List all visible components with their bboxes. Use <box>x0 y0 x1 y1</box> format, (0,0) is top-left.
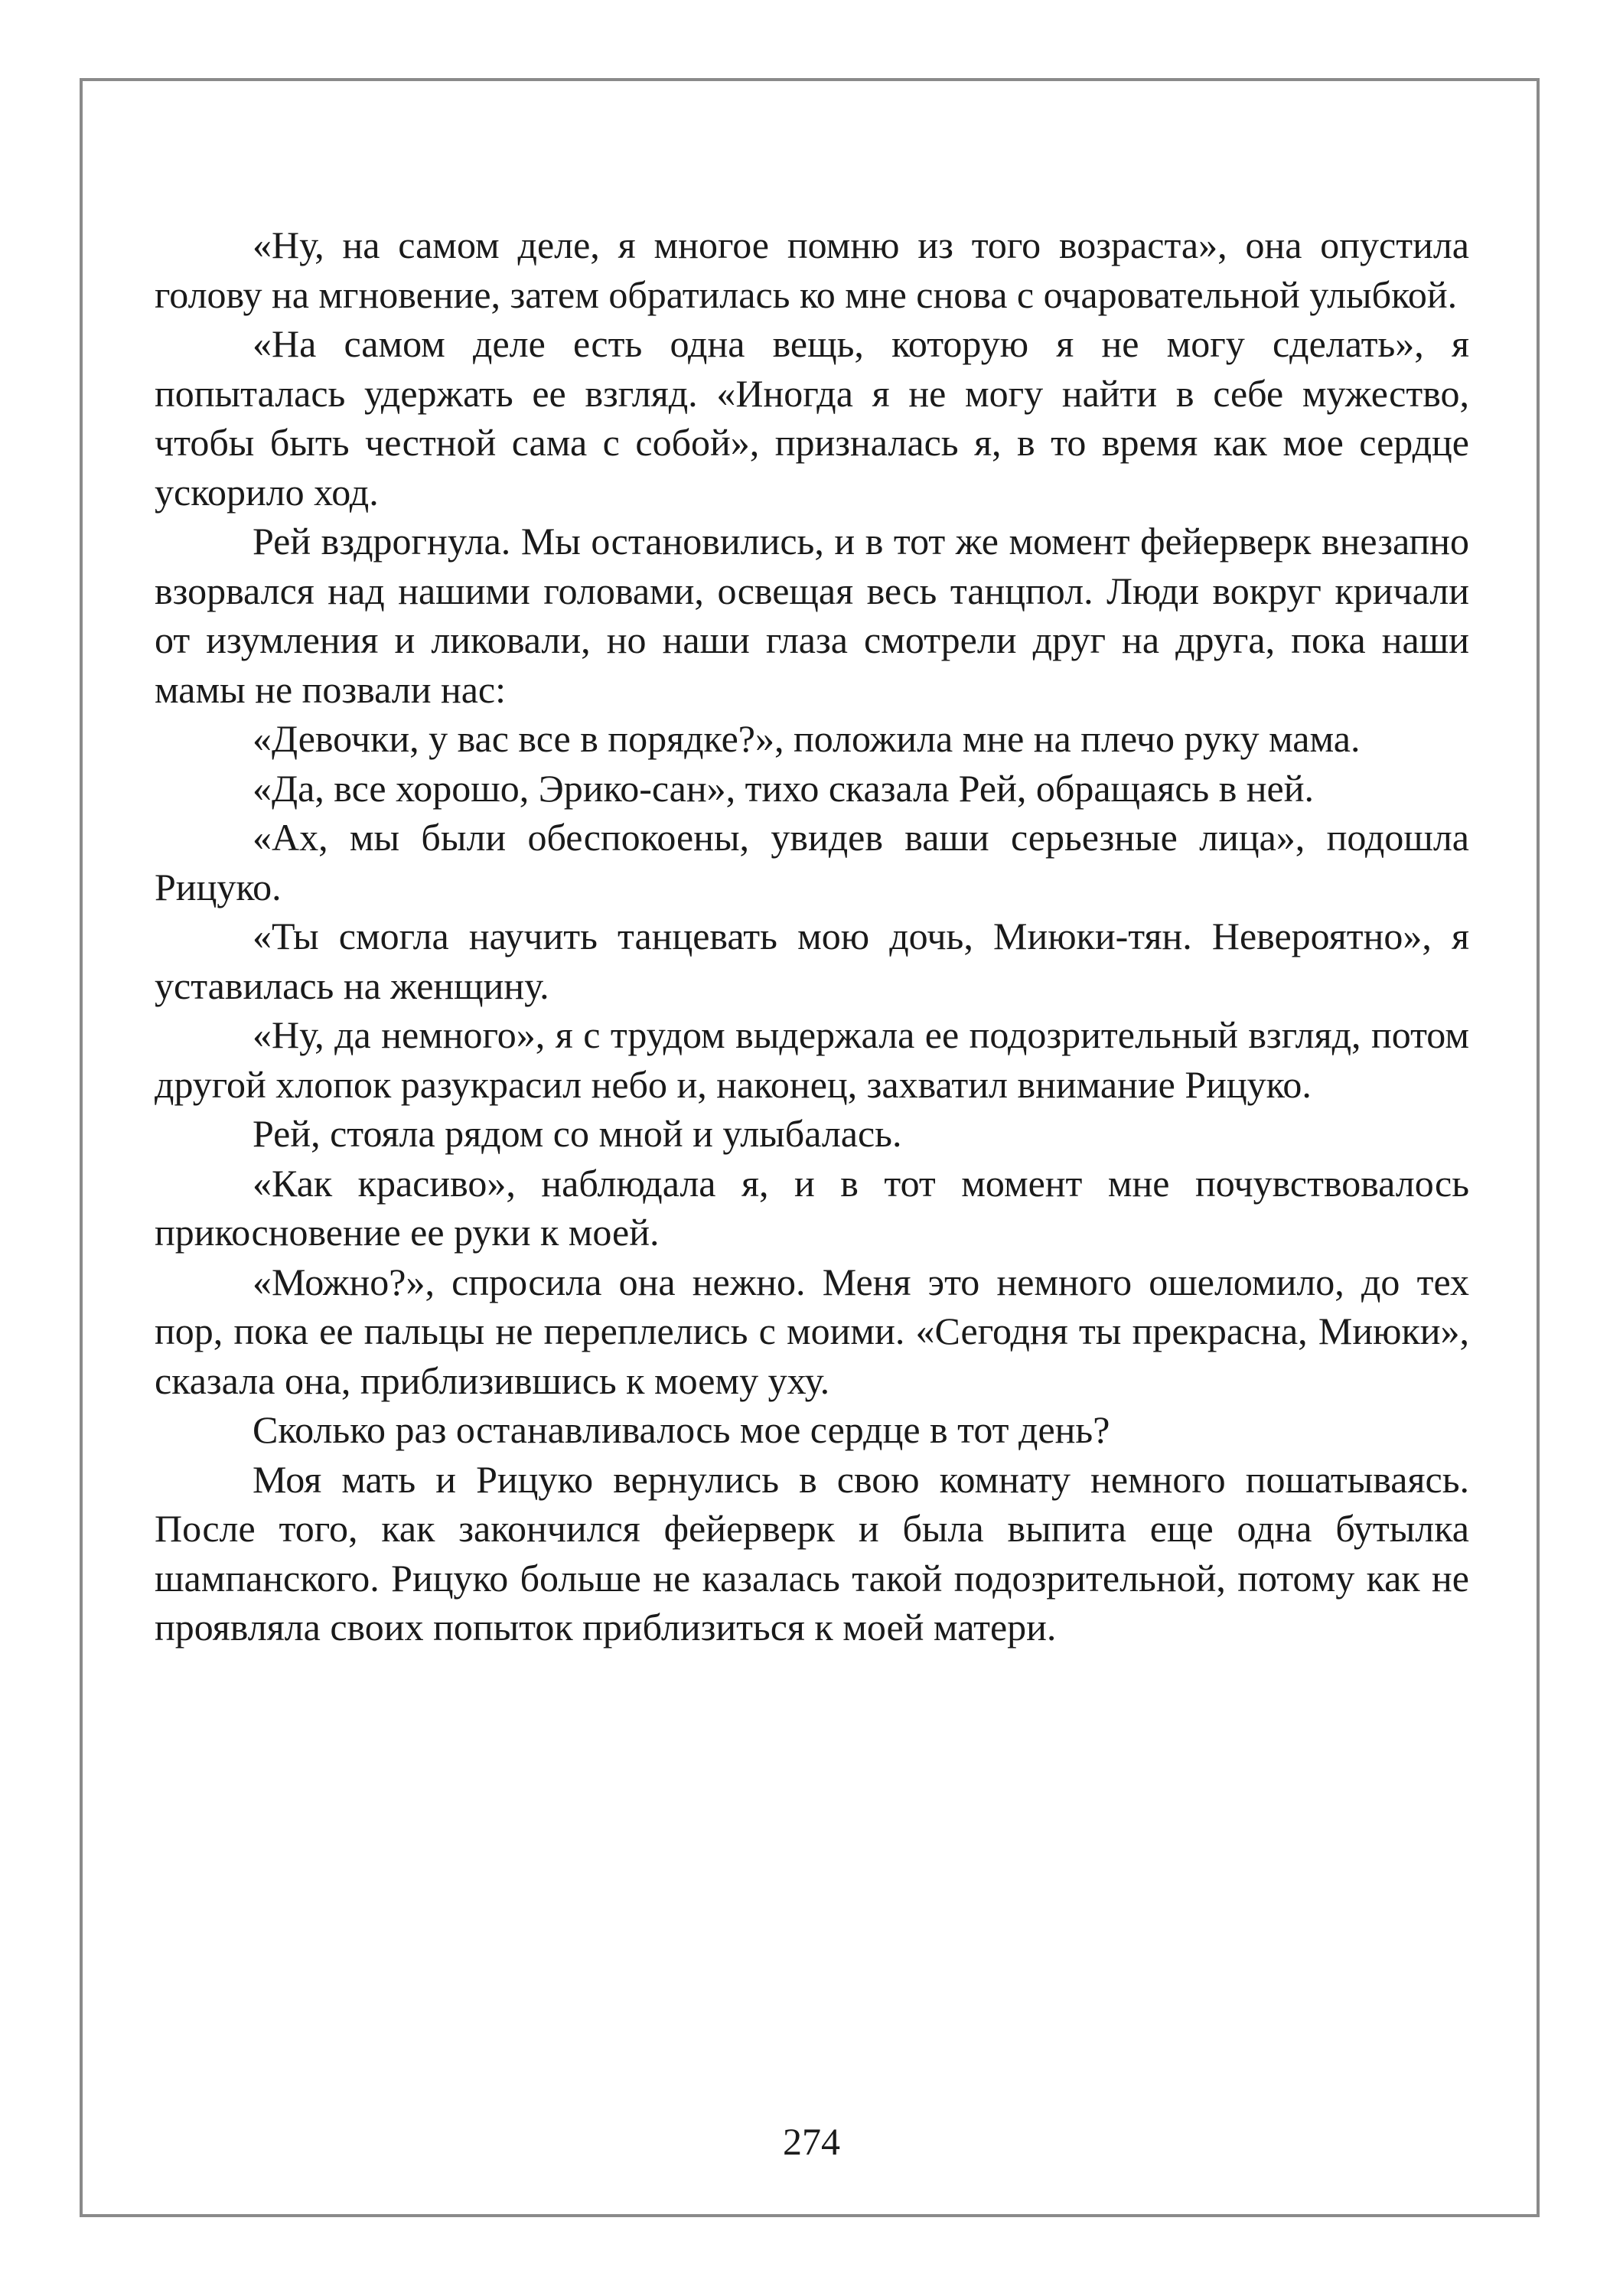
paragraph-13: Моя мать и Рицуко вернулись в свою комнату немного пошатываясь. После того, как закончился фейерверк и была выпита еще одна бутылка шампанского. Рицуко больше не казалась такой подозрительной, потому как не проявляла своих попыток приблизиться к моей матери. <box>155 1457 1469 1649</box>
paragraph-12: Сколько раз останавливалось мое сердце в тот день? <box>253 1408 1110 1451</box>
body-text <box>155 220 1469 1652</box>
paragraph-11: «Можно?», спросила она нежно. Меня это немного ошеломило, до тех пор, пока ее пальцы не переплелись с моими. «Сегодня ты прекрасна, Миюки», сказала она, приблизившись к моему уху. <box>155 1260 1469 1402</box>
page-number: 274 <box>783 2120 840 2163</box>
paragraph-2: «На самом деле есть одна вещь, которую я не могу сделать», я попыталась удержать ее взгляд. «Иногда я не могу найти в себе мужество, чтобы быть честной сама с собой», призналась я, в то время как мое сердце ускорило ход. <box>155 322 1469 514</box>
paragraph-9: Рей, стояла рядом со мной и улыбалась. <box>253 1112 902 1155</box>
paragraph-5: «Да, все хорошо, Эрико-сан», тихо сказала Рей, обращаясь в ней. <box>253 766 1315 810</box>
paragraph-7: «Ты смогла научить танцевать мою дочь, Миюки-тян. Невероятно», я уставилась на женщину. <box>155 915 1469 1007</box>
paragraph-8: «Ну, да немного», я с трудом выдержала ее подозрительный взгляд, потом другой хлопок разукрасил небо и, наконец, захватил внимание Рицуко. <box>155 1013 1469 1106</box>
paragraph-6: «Ах, мы были обеспокоены, увидев ваши серьезные лица», подошла Рицуко. <box>155 816 1469 908</box>
paragraph-1: «Ну, на самом деле, я многое помню из того возраста», она опустила голову на мгновение, затем обратилась ко мне снова с очаровательной улыбкой. <box>155 223 1469 316</box>
paragraph-4: «Девочки, у вас все в порядке?», положила мне на плечо руку мама. <box>253 717 1361 760</box>
paragraph-10: «Как красиво», наблюдала я, и в тот момент мне почувствовалось прикосновение ее руки к моей. <box>155 1161 1469 1254</box>
paragraph-3: Рей вздрогнула. Мы остановились, и в тот же момент фейерверк внезапно взорвался над нашими головами, освещая весь танцпол. Люди вокруг кричали от изумления и ликовали, но наши глаза смотрели друг на друга, пока наши мамы не позвали нас: <box>155 520 1469 711</box>
